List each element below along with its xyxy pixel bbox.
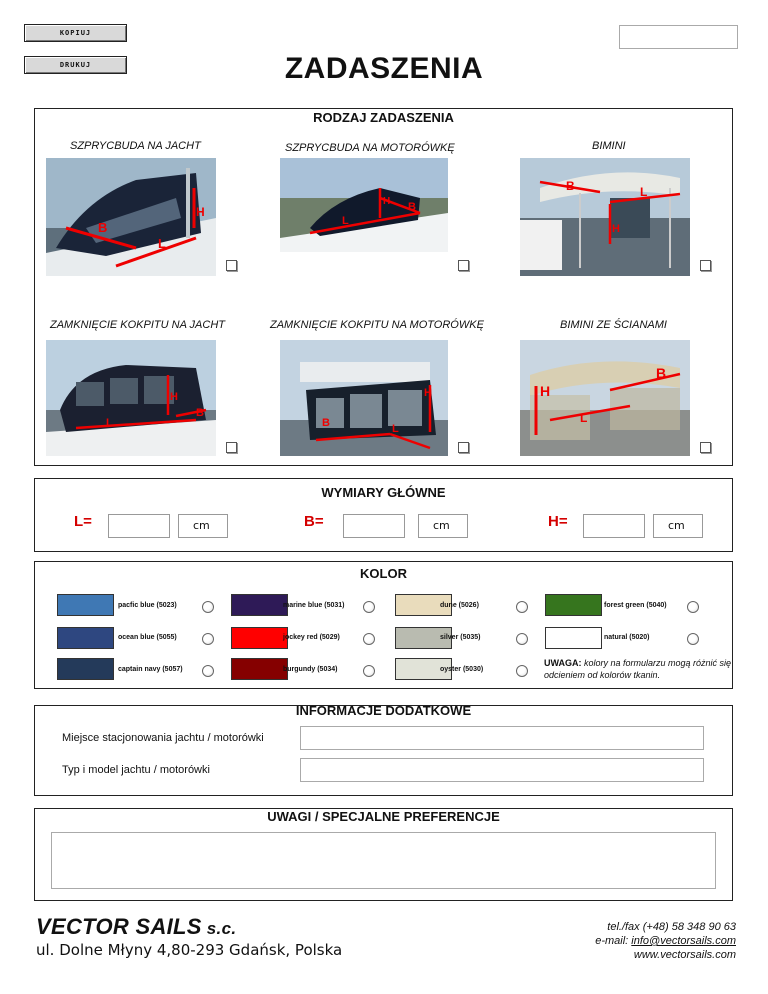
dimensions-title: WYMIARY GŁÓWNE (321, 485, 446, 500)
boat-model-input[interactable] (300, 758, 704, 782)
dimension-l-input[interactable] (108, 514, 170, 538)
page-title: ZADASZENIA (284, 52, 484, 85)
order-number-field[interactable] (619, 25, 738, 49)
yacht-cockpit-photo (46, 340, 216, 456)
color-name-silver: silver (5035) (440, 634, 481, 641)
swatch-natural (545, 627, 602, 649)
swatch-captain-navy (57, 658, 114, 680)
home-port-input[interactable] (300, 726, 704, 750)
checkbox-motorboat-dodger[interactable] (458, 260, 469, 271)
bimini-photo (520, 158, 690, 276)
dimension-b-label: B= (304, 513, 324, 530)
color-name-pacific-blue: pacfic blue (5023) (118, 602, 177, 609)
radio-silver[interactable] (516, 633, 528, 645)
cover-type-label-motorboat-cockpit: ZAMKNIĘCIE KOKPITU NA MOTORÓWKĘ (270, 319, 484, 331)
dimension-l-unit: cm (178, 514, 228, 538)
radio-jockey-red[interactable] (363, 633, 375, 645)
color-note (544, 657, 734, 681)
dimension-b-unit: cm (418, 514, 468, 538)
company-name-text: VECTOR SAILS (36, 914, 202, 939)
swatch-jockey-red (231, 627, 288, 649)
cover-type-label-yacht-dodger: SZPRYCBUDA NA JACHT (70, 140, 201, 152)
email-link[interactable]: info@vectorsails.com (631, 935, 736, 947)
mark-h: H (424, 387, 432, 399)
cover-type-label-bimini: BIMINI (592, 140, 626, 152)
color-name-captain-navy: captain navy (5057) (118, 666, 183, 673)
remarks-textarea[interactable] (51, 832, 716, 889)
cover-type-label-bimini-walls: BIMINI ZE ŚCIANAMI (560, 319, 667, 331)
swatch-pacific-blue (57, 594, 114, 616)
dimension-h-unit: cm (653, 514, 703, 538)
color-name-jockey-red: jockey red (5029) (283, 634, 340, 641)
mark-h: H (383, 196, 391, 207)
color-name-forest-green: forest green (5040) (604, 602, 667, 609)
bimini-walls-photo (520, 340, 690, 456)
info-title: INFORMACJE DODATKOWE (295, 703, 472, 718)
remarks-title: UWAGI / SPECJALNE PREFERENCJE (267, 809, 500, 824)
dimension-h-input[interactable] (583, 514, 645, 538)
mark-l: L (640, 185, 648, 199)
cover-type-label-motorboat-dodger: SZPRYCBUDA NA MOTORÓWKĘ (285, 142, 455, 154)
website-link[interactable]: www.vectorsails.com (633, 949, 736, 961)
company-address: ul. Dolne Młyny 4,80-293 Gdańsk, Polska (36, 941, 343, 959)
swatch-ocean-blue (57, 627, 114, 649)
color-title: KOLOR (360, 566, 407, 581)
print-button[interactable]: DRUKUJ (24, 56, 127, 74)
mark-l: L (580, 411, 588, 425)
mark-h: H (612, 223, 620, 235)
mark-l: L (392, 423, 399, 435)
mark-b: B (98, 220, 108, 235)
swatch-burgundy (231, 658, 288, 680)
radio-oyster[interactable] (516, 665, 528, 677)
mark-b: B (656, 365, 667, 381)
copy-button[interactable]: KOPIUJ (24, 24, 127, 42)
checkbox-yacht-dodger[interactable] (226, 260, 237, 271)
mark-l: L (158, 236, 166, 251)
radio-burgundy[interactable] (363, 665, 375, 677)
boat-model-label: Typ i model jachtu / motorówki (62, 764, 210, 776)
color-name-oyster: oyster (5030) (440, 666, 484, 673)
radio-marine-blue[interactable] (363, 601, 375, 613)
swatch-marine-blue (231, 594, 288, 616)
phone-text: tel./fax (+48) 58 348 90 63 (607, 921, 736, 933)
mark-b: B (408, 201, 416, 213)
radio-natural[interactable] (687, 633, 699, 645)
mark-b: B (566, 179, 575, 193)
mark-h: H (540, 383, 551, 399)
contact-block (506, 920, 736, 962)
mark-b: B (322, 417, 330, 429)
company-name (36, 914, 236, 940)
checkbox-motorboat-cockpit[interactable] (458, 442, 469, 453)
email-line (506, 934, 736, 948)
dimension-b-input[interactable] (343, 514, 405, 538)
yacht-dodger-photo (46, 158, 216, 276)
motorboat-cockpit-photo (280, 340, 448, 456)
radio-forest-green[interactable] (687, 601, 699, 613)
color-note-label: UWAGA: (544, 658, 582, 668)
cover-type-label-yacht-cockpit: ZAMKNIĘCIE KOKPITU NA JACHT (50, 319, 226, 331)
color-name-burgundy: burgundy (5034) (283, 666, 338, 673)
color-note-text: kolory na formularzu mogą różnić się odcieniem od kolorów tkanin. (544, 658, 732, 680)
checkbox-bimini-walls[interactable] (700, 442, 711, 453)
color-name-ocean-blue: ocean blue (5055) (118, 634, 177, 641)
company-suffix: s.c. (201, 919, 237, 938)
radio-ocean-blue[interactable] (202, 633, 214, 645)
home-port-label: Miejsce stacjonowania jachtu / motorówki (62, 732, 264, 744)
color-name-marine-blue: marine blue (5031) (283, 602, 345, 609)
radio-pacific-blue[interactable] (202, 601, 214, 613)
mark-h: H (170, 391, 178, 403)
mark-l: L (106, 417, 113, 429)
radio-captain-navy[interactable] (202, 665, 214, 677)
radio-dune[interactable] (516, 601, 528, 613)
motorboat-dodger-photo (280, 158, 448, 252)
dimension-h-label: H= (548, 513, 568, 530)
swatch-forest-green (545, 594, 602, 616)
dimension-l-label: L= (74, 513, 92, 530)
color-name-natural: natural (5020) (604, 634, 650, 641)
checkbox-bimini[interactable] (700, 260, 711, 271)
info-section (34, 705, 733, 796)
cover-type-title: RODZAJ ZADASZENIA (313, 110, 454, 125)
email-prefix: e-mail: (595, 935, 632, 947)
checkbox-yacht-cockpit[interactable] (226, 442, 237, 453)
mark-l: L (342, 215, 349, 227)
mark-b: B (196, 407, 204, 419)
color-name-dune: dune (5026) (440, 602, 479, 609)
mark-h: H (196, 205, 205, 219)
